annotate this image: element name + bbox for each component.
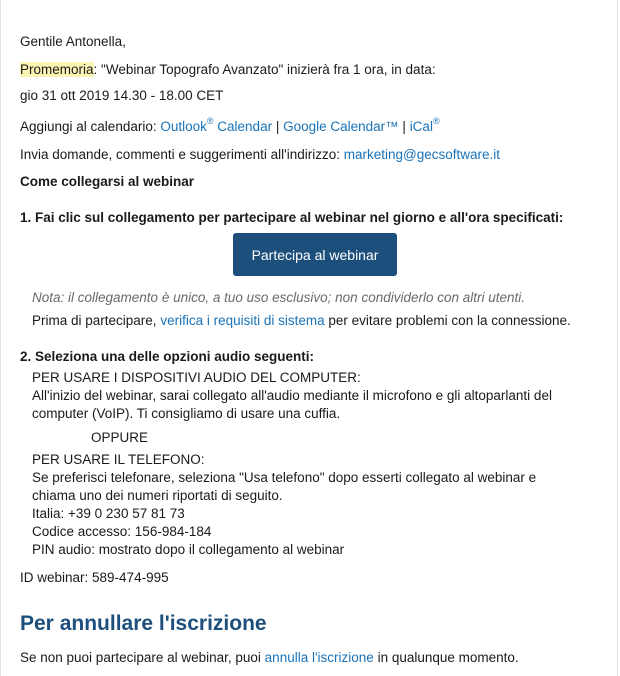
access-code: Codice accesso: 156-984-184 — [32, 524, 212, 539]
join-webinar-button[interactable]: Partecipa al webinar — [233, 233, 397, 276]
calendar-line — [20, 118, 440, 136]
phone-audio-heading: PER USARE IL TELEFONO: — [32, 452, 205, 467]
phone-audio-line-2: chiama uno dei numeri riportati di seguito. — [32, 488, 283, 503]
contact-prefix: Invia domande, commenti e suggerimenti all'indirizzo: — [20, 147, 344, 162]
unsubscribe-link[interactable]: annulla l'iscrizione — [264, 650, 374, 665]
calendar-prefix: Aggiungi al calendario: — [20, 119, 161, 134]
separator: | — [272, 119, 284, 134]
webinar-id: ID webinar: 589-474-995 — [20, 570, 169, 585]
step-1-text: 1. Fai clic sul collegamento per partecipare al webinar nel giorno e all'ora specificati: — [20, 210, 564, 225]
system-requirements-link[interactable]: verifica i requisiti di sistema — [160, 313, 325, 328]
unsubscribe-prefix: Se non puoi partecipare al webinar, puoi — [20, 650, 265, 665]
contact-line — [20, 146, 500, 164]
reminder-label: Promemoria — [20, 62, 94, 77]
separator: | — [398, 119, 410, 134]
audio-pin: PIN audio: mostrato dopo il collegamento al webinar — [32, 542, 345, 557]
unsubscribe-suffix: in qualunque momento. — [373, 650, 519, 665]
unique-link-note: Nota: il collegamento è unico, a tuo uso esclusivo; non condividerlo con altri utenti. — [32, 290, 526, 305]
contact-email-link[interactable]: marketing@gecsoftware.it — [343, 147, 500, 162]
phone-audio-line-1: Se preferisci telefonare, seleziona "Usa telefono" dopo esserti collegato al webinar e — [32, 470, 537, 485]
reminder-line — [20, 61, 436, 79]
outlook-calendar-link[interactable]: Outlook® Calendar — [160, 116, 273, 134]
computer-audio-line-1: All'inizio del webinar, sarai collegato all'audio mediante il microfono e gli altoparlanti del — [32, 388, 552, 403]
requirements-suffix: per evitare problemi con la connessione. — [324, 313, 571, 328]
or-separator: OPPURE — [91, 430, 149, 445]
ical-link[interactable]: iCal® — [409, 116, 440, 134]
webinar-datetime: gio 31 ott 2019 14.30 - 18.00 CET — [20, 88, 224, 103]
greeting: Gentile Antonella, — [20, 34, 126, 49]
computer-audio-line-2: computer (VoIP). Ti consigliamo di usare una cuffia. — [32, 406, 341, 421]
how-to-join-heading: Come collegarsi al webinar — [20, 174, 195, 189]
requirements-line — [32, 312, 571, 330]
unsubscribe-line — [20, 649, 519, 667]
google-calendar-link[interactable]: Google Calendar™ — [283, 119, 399, 134]
step-2-text: 2. Seleziona una delle opzioni audio seguenti: — [20, 349, 315, 364]
computer-audio-heading: PER USARE I DISPOSITIVI AUDIO DEL COMPUTER: — [32, 370, 361, 385]
reminder-text: : "Webinar Topografo Avanzato" inizierà fra 1 ora, in data: — [93, 62, 436, 77]
requirements-prefix: Prima di partecipare, — [32, 313, 161, 328]
phone-number-italy: Italia: +39 0 230 57 81 73 — [32, 506, 185, 521]
unsubscribe-heading: Per annullare l'iscrizione — [20, 612, 267, 635]
